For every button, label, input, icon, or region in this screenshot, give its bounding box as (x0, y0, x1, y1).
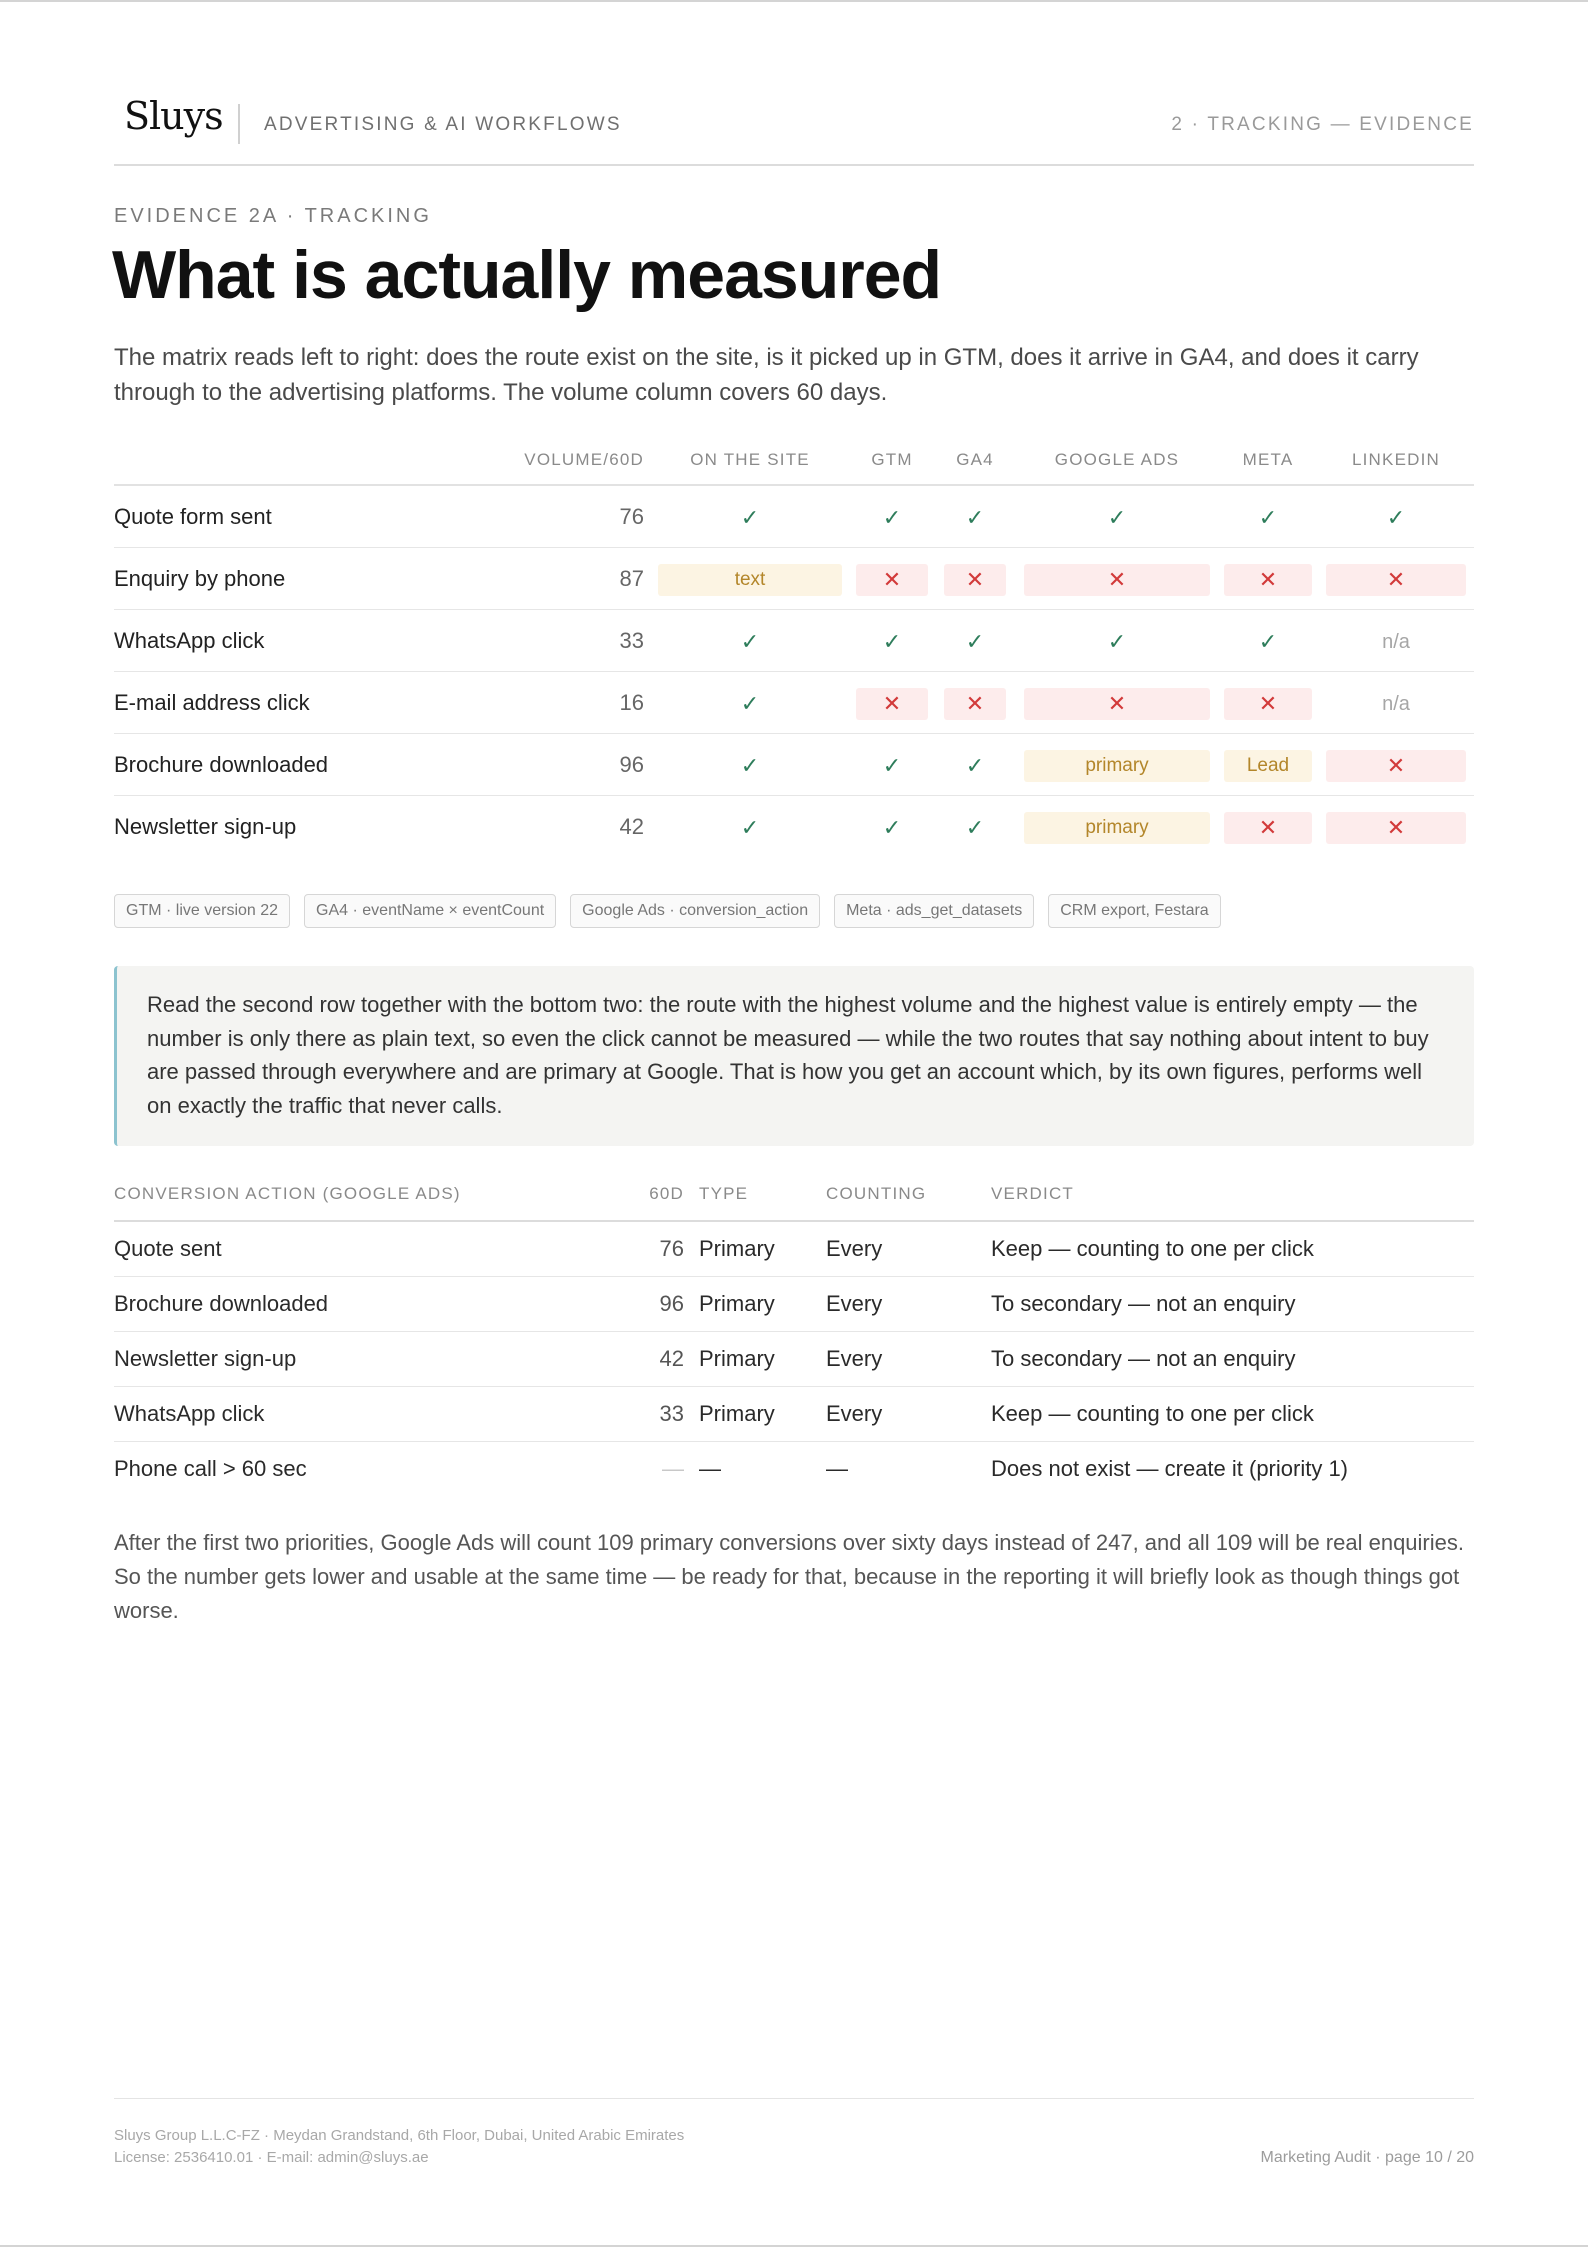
bottom-rule (0, 2245, 1588, 2247)
status-badge-text: text (658, 564, 842, 596)
status-badge-primary: primary (1024, 750, 1210, 782)
conversion-action-name: Quote sent (114, 1236, 222, 1261)
conversion-type: Primary (699, 1401, 775, 1426)
page-footer (114, 2098, 1474, 2168)
route-volume: 33 (619, 628, 644, 653)
table-row (114, 1222, 1474, 1277)
cross-icon: ✕ (1224, 688, 1312, 720)
check-icon: ✓ (882, 753, 902, 778)
callout-note: Read the second row together with the bottom two: the route with the highest volume and the highest value is entirely empty — the number is only there as plain text, so even the click cannot be measured — while the two routes that say nothing about intent to buy are passed through everywhere and are primary at Google. That is how you get an account which, by its own figures, performs well on exactly the traffic that never calls. (114, 966, 1474, 1146)
conversion-type: Primary (699, 1291, 775, 1316)
header-conversion-action: CONVERSION ACTION (GOOGLE ADS) (114, 1184, 461, 1203)
conversion-counting: — (826, 1456, 848, 1481)
conversion-type: Primary (699, 1236, 775, 1261)
route-label: Newsletter sign-up (114, 814, 297, 839)
route-label: Quote form sent (114, 504, 272, 529)
not-applicable-label: n/a (1382, 631, 1410, 653)
cross-icon: ✕ (1326, 750, 1466, 782)
conversion-count: 33 (659, 1401, 684, 1426)
intro-paragraph: The matrix reads left to right: does the route exist on the site, is it picked up in GTM, does it arrive in GA4, and does it carry through to the advertising platforms. The volume column covers 60 days. (114, 344, 1419, 406)
conversion-count: 42 (659, 1346, 684, 1371)
route-label: Enquiry by phone (114, 566, 286, 591)
page-title: What is actually measured (112, 237, 942, 313)
check-icon: ✓ (1386, 505, 1406, 530)
footer-address: Sluys Group L.L.C-FZ · Meydan Grandstand, 6th Floor, Dubai, United Arabic Emirates (114, 2127, 685, 2144)
conversion-action-name: Phone call > 60 sec (114, 1456, 307, 1481)
check-icon: ✓ (965, 753, 985, 778)
conversion-verdict: To secondary — not an enquiry (991, 1346, 1296, 1371)
conversion-counting: Every (826, 1401, 883, 1426)
matrix-row (114, 796, 1474, 858)
cross-icon: ✕ (856, 688, 928, 720)
cross-icon: ✕ (1326, 812, 1466, 844)
conversion-type: Primary (699, 1346, 775, 1371)
matrix-header (114, 440, 1474, 486)
conversion-action-name: Brochure downloaded (114, 1291, 329, 1316)
cross-icon: ✕ (856, 564, 928, 596)
header-gtm: GTM (871, 450, 913, 469)
check-icon: ✓ (740, 691, 760, 716)
check-icon: ✓ (740, 629, 760, 654)
header-on-the-site: ON THE SITE (690, 450, 810, 469)
matrix-row (114, 548, 1474, 610)
conversion-action-name: WhatsApp click (114, 1401, 265, 1426)
check-icon: ✓ (740, 815, 760, 840)
conversion-verdict: Does not exist — create it (priority 1) (991, 1456, 1349, 1481)
header-google-ads: GOOGLE ADS (1054, 450, 1180, 469)
check-icon: ✓ (740, 505, 760, 530)
conversion-counting: Every (826, 1291, 883, 1316)
route-volume: 96 (619, 752, 644, 777)
cross-icon: ✕ (944, 688, 1006, 720)
check-icon: ✓ (882, 629, 902, 654)
check-icon: ✓ (965, 505, 985, 530)
check-icon: ✓ (1107, 505, 1127, 530)
status-badge-primary: primary (1024, 812, 1210, 844)
header-divider (238, 104, 240, 144)
eyebrow: EVIDENCE 2A · TRACKING (114, 205, 432, 227)
conversion-actions-table (114, 1172, 1474, 1497)
cross-icon: ✕ (944, 564, 1006, 596)
check-icon: ✓ (1107, 629, 1127, 654)
table-row (114, 1277, 1474, 1332)
conversion-type: — (699, 1456, 721, 1481)
route-volume: 76 (619, 504, 644, 529)
conversion-verdict: To secondary — not an enquiry (991, 1291, 1296, 1316)
footer-page-number: Marketing Audit · page 10 / 20 (1260, 2149, 1474, 2166)
header-section: 2 · TRACKING — EVIDENCE (1171, 114, 1474, 135)
not-applicable-label: n/a (1382, 693, 1410, 715)
tracking-matrix (114, 440, 1474, 858)
source-chip: Meta · ads_get_datasets (834, 894, 1034, 928)
table-row (114, 1442, 1474, 1497)
conversion-verdict: Keep — counting to one per click (991, 1236, 1314, 1261)
header-60d: 60D (649, 1184, 684, 1203)
conversion-count: 76 (659, 1236, 684, 1261)
conversion-count: 96 (659, 1291, 684, 1316)
table-row (114, 1332, 1474, 1387)
conversion-table-header (114, 1172, 1474, 1222)
check-icon: ✓ (1258, 629, 1278, 654)
check-icon: ✓ (1258, 505, 1278, 530)
cross-icon: ✕ (1024, 564, 1210, 596)
source-chip: GA4 · eventName × eventCount (304, 894, 556, 928)
header-ga4: GA4 (956, 450, 994, 469)
matrix-row (114, 672, 1474, 734)
cross-icon: ✕ (1224, 812, 1312, 844)
source-chip: GTM · live version 22 (114, 894, 290, 928)
top-rule (0, 0, 1588, 2)
check-icon: ✓ (882, 815, 902, 840)
cross-icon: ✕ (1224, 564, 1312, 596)
matrix-row (114, 610, 1474, 672)
table-row (114, 1387, 1474, 1442)
header-linkedin: LINKEDIN (1351, 450, 1440, 469)
matrix-row (114, 486, 1474, 548)
page-header (114, 90, 1474, 166)
route-label: E-mail address click (114, 690, 310, 715)
route-label: Brochure downloaded (114, 752, 329, 777)
conversion-count: — (662, 1456, 684, 1481)
footer-license: License: 2536410.01 · E-mail: admin@sluys.ae (114, 2149, 429, 2166)
source-chip: Google Ads · conversion_action (570, 894, 820, 928)
cross-icon: ✕ (1326, 564, 1466, 596)
route-volume: 16 (619, 690, 644, 715)
header-volume: VOLUME/60D (524, 450, 644, 469)
source-chips (114, 894, 1235, 930)
conversion-counting: Every (826, 1346, 883, 1371)
conversion-counting: Every (826, 1236, 883, 1261)
header-type: TYPE (699, 1184, 749, 1203)
cross-icon: ✕ (1024, 688, 1210, 720)
check-icon: ✓ (882, 505, 902, 530)
conversion-verdict: Keep — counting to one per click (991, 1401, 1314, 1426)
source-chip: CRM export, Festara (1048, 894, 1220, 928)
closing-paragraph: After the first two priorities, Google Ads will count 109 primary conversions over sixty days instead of 247, and all 109 will be real enquiries. So the number gets lower and usable at the same time — be ready for that, because in the reporting it will briefly look as though things got worse. (114, 1530, 1464, 1623)
conversion-action-name: Newsletter sign-up (114, 1346, 297, 1371)
check-icon: ✓ (965, 815, 985, 840)
matrix-row (114, 734, 1474, 796)
check-icon: ✓ (740, 753, 760, 778)
route-label: WhatsApp click (114, 628, 265, 653)
check-icon: ✓ (965, 629, 985, 654)
header-verdict: VERDICT (991, 1184, 1075, 1203)
sluys-logo: Sluys (124, 94, 223, 138)
route-volume: 42 (619, 814, 644, 839)
header-counting: COUNTING (826, 1184, 927, 1203)
header-meta: META (1242, 450, 1294, 469)
header-title: ADVERTISING & AI WORKFLOWS (264, 114, 622, 135)
status-badge-lead: Lead (1224, 750, 1312, 782)
route-volume: 87 (619, 566, 644, 591)
